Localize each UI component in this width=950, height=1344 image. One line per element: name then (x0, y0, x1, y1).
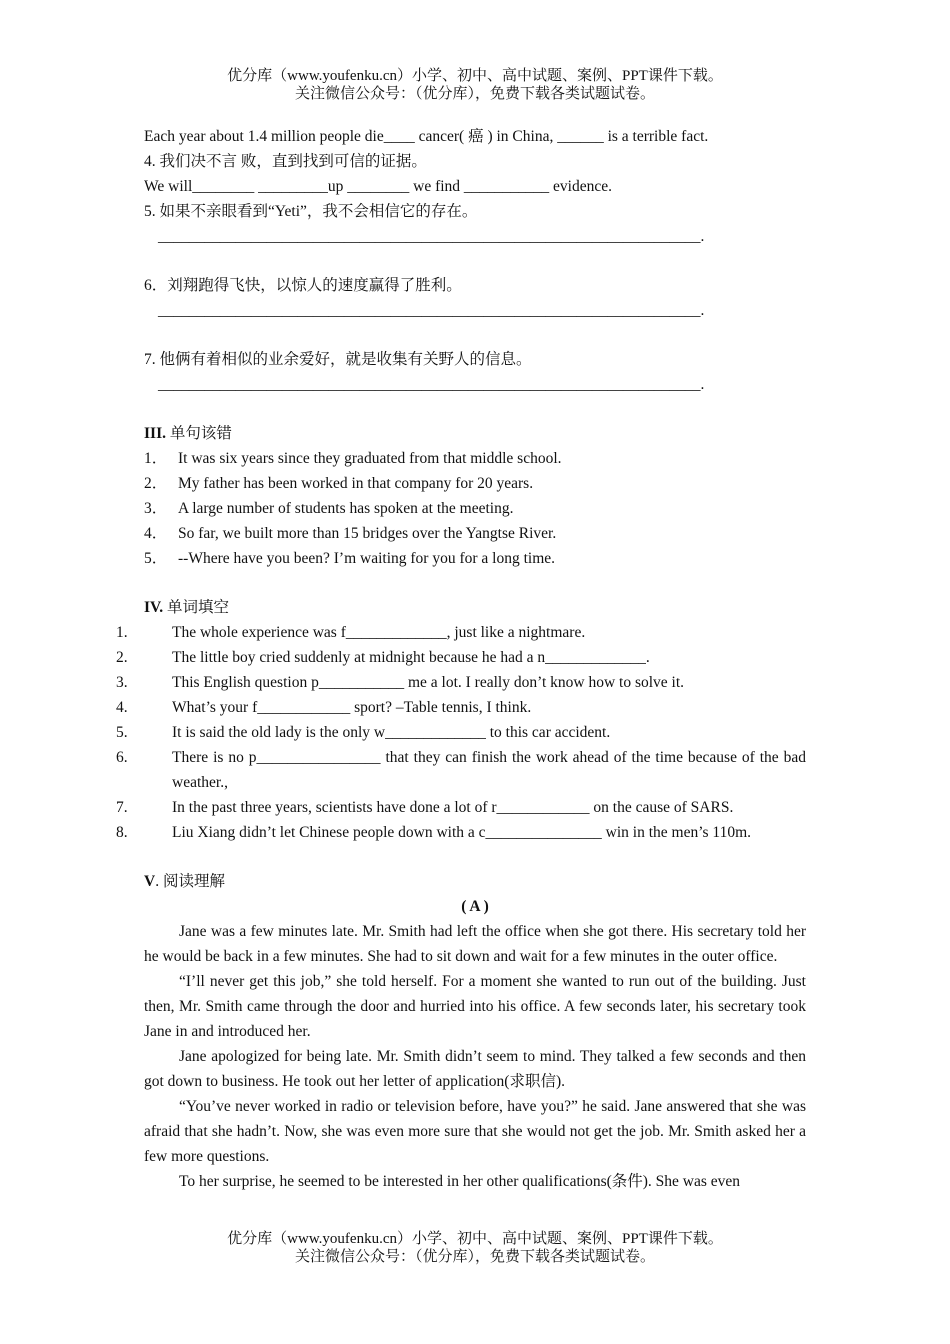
passage-paragraph: To her surprise, he seemed to be interested in her other qualifications(条件). She was even (179, 1173, 741, 1190)
document-body (116, 124, 806, 1194)
section-4-item: 8. Liu Xiang didn’t let Chinese people down with a c_______________ win in the men’s 110m. (116, 824, 752, 841)
section-3-item: 5． --Where have you been? I’m waiting for you for a long time. (144, 550, 556, 567)
passage-paragraph: “You’ve never worked in radio or television before, have you?” he said. Jane answered that she was afraid that she hadn’t. Now, she was even more sure that she would not get the job. Mr. Smith asked her a few more questions. (144, 1098, 806, 1165)
section-4-item: 4. What’s your f____________ sport? –Table tennis, I think. (116, 699, 532, 716)
section-3-item: 4． So far, we built more than 15 bridges over the Yangtse River. (144, 525, 557, 542)
answer-line-q6: ______________________________________________________________________. (158, 302, 705, 319)
passage-paragraph: Jane apologized for being late. Mr. Smith didn’t seem to mind. They talked a few seconds and then got down to business. He took out her letter of application(求职信). (144, 1048, 806, 1090)
passage-paragraph: Jane was a few minutes late. Mr. Smith had left the office when she got there. His secretary told her he would be back in a few minutes. She had to sit down and wait for a few minutes in the outer office. (144, 923, 806, 965)
section-4-item: 3. This English question p___________ me a lot. I really don’t know how to solve it. (116, 674, 685, 691)
section-4-item: 7. In the past three years, scientists have done a lot of r____________ on the cause of SARS. (116, 799, 734, 816)
translation-q4-prompt: 4. 我们决不言 败，直到找到可信的证据。 (144, 153, 427, 170)
answer-line-q5: ______________________________________________________________________. (158, 228, 705, 245)
section-5-heading (144, 869, 806, 894)
section-3-roman: III. (144, 425, 166, 442)
section-4-item: 1. The whole experience was f_____________, just like a nightmare. (116, 624, 586, 641)
section-3-heading (144, 421, 806, 446)
section-3-title: 单句该错 (169, 425, 232, 442)
section-5-title: . 阅读理解 (155, 873, 225, 890)
passage-label: ( A ) (461, 898, 489, 915)
translation-q6-prompt: 6．刘翔跑得飞快，以惊人的速度赢得了胜利。 (144, 277, 462, 294)
section-4-heading (144, 595, 806, 620)
section-4-item: 6. There is no p________________ that they can finish the work ahead of the time because of the bad weather., (116, 749, 806, 791)
section-5-roman: V (144, 873, 156, 890)
header-line-2: 关注微信公众号：（优分库），免费下载各类试题试卷。 (294, 86, 655, 102)
section-4-item: 5. It is said the old lady is the only w_____________ to this car accident. (116, 724, 611, 741)
page-header (0, 67, 950, 103)
section-4-item: 2. The little boy cried suddenly at midnight because he had a n_____________. (116, 649, 650, 666)
footer-line-2: 关注微信公众号：（优分库），免费下载各类试题试卷。 (294, 1249, 655, 1265)
answer-line-q7: ______________________________________________________________________. (158, 376, 705, 393)
page-footer (0, 1230, 950, 1266)
section-3-item: 2． My father has been worked in that company for 20 years. (144, 475, 534, 492)
section-3-item: 3． A large number of students has spoken at the meeting. (144, 500, 514, 517)
translation-q7-prompt: 7. 他俩有着相似的业余爱好，就是收集有关野人的信息。 (144, 351, 532, 368)
header-line-1: 优分库（www.youfenku.cn）小学、初中、高中试题、案例、PPT课件下载。 (227, 68, 723, 84)
translation-q4-answer: We will________ _________up ________ we find ___________ evidence. (144, 178, 612, 195)
translation-q5-prompt: 5. 如果不亲眼看到“Yeti”，我不会相信它的存在。 (144, 203, 478, 220)
footer-line-1: 优分库（www.youfenku.cn）小学、初中、高中试题、案例、PPT课件下载。 (227, 1231, 723, 1247)
translation-q3-answer: Each year about 1.4 million people die____ cancer( 癌 ) in China, ______ is a terrible fact. (144, 128, 709, 145)
section-4-title: 单词填空 (166, 599, 229, 616)
section-3-item: 1． It was six years since they graduated from that middle school. (144, 450, 562, 467)
passage-paragraph: “I’ll never get this job,” she told herself. For a moment she wanted to run out of the building. Just then, Mr. Smith came through the door and hurried into his office. A few seconds later, his secretary took Jane in and introduced her. (144, 973, 806, 1040)
section-4-roman: IV. (144, 599, 164, 616)
